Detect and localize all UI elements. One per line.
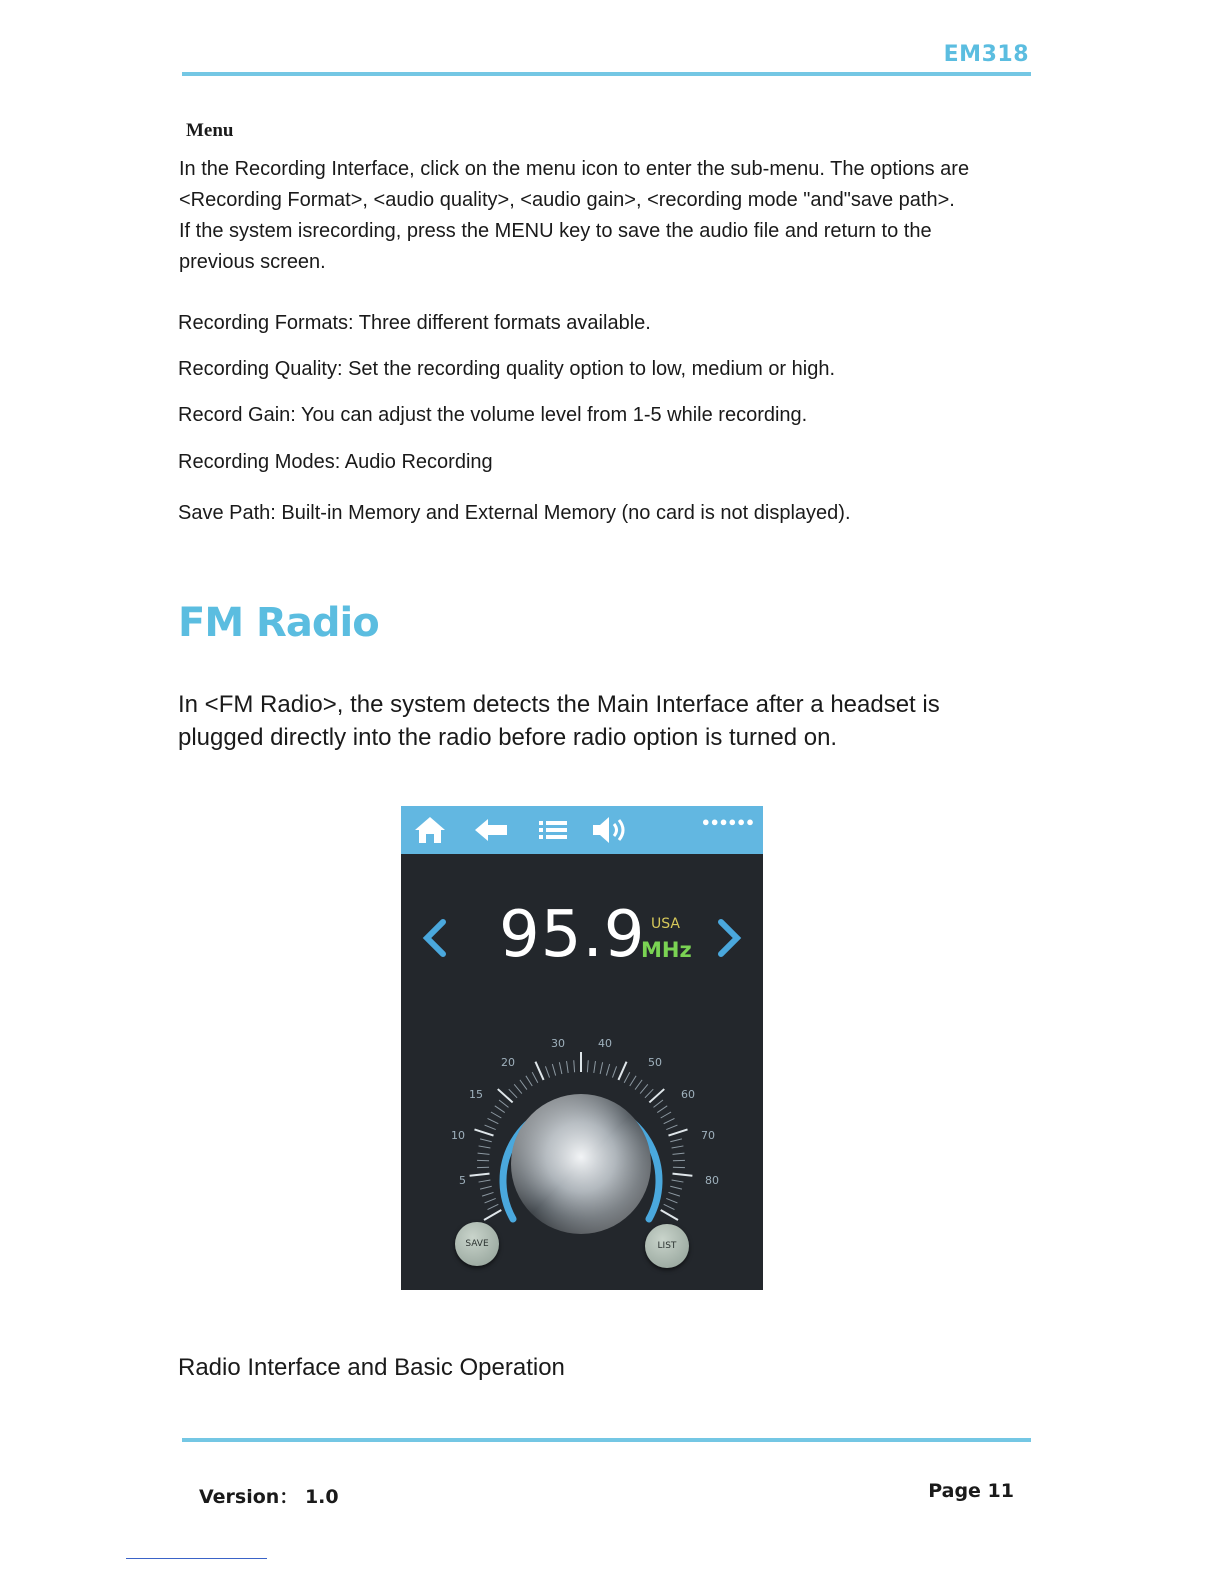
menu-intro-line: If the system isrecording, press the MENU key to save the audio file and return to the (179, 220, 932, 242)
dial-tick (670, 1139, 682, 1142)
dial-tick (514, 1084, 522, 1093)
fm-description-line: plugged directly into the radio before radio option is turned on. (178, 724, 838, 751)
menu-heading: Menu (186, 120, 234, 141)
dial-tick (567, 1061, 569, 1073)
dial-tick (520, 1080, 527, 1090)
dial-tick (535, 1062, 543, 1080)
dial-tick (495, 1106, 505, 1113)
option-recording-formats: Recording Formats: Three different formats available. (178, 312, 651, 334)
dial-tick (587, 1060, 588, 1072)
footer-rule (182, 1438, 1031, 1442)
dial-tick (485, 1198, 496, 1202)
dial-tick (661, 1112, 671, 1118)
save-button[interactable]: SAVE (455, 1222, 499, 1266)
fm-radio-title: FM Radio (178, 600, 379, 646)
footer-version: Version： 1.0 (199, 1486, 339, 1508)
dial-tick (491, 1112, 501, 1118)
dial-tick (488, 1118, 499, 1123)
dial-tick (640, 1084, 648, 1093)
dial-tick (606, 1064, 609, 1076)
frequency-unit: MHz (641, 938, 692, 962)
dial-tick (474, 1129, 493, 1135)
dial-tick (470, 1174, 490, 1176)
menu-intro (179, 154, 1059, 278)
header-rule (182, 72, 1031, 76)
back-arrow-icon[interactable] (473, 814, 509, 846)
dial-tick (666, 1125, 677, 1129)
dial-tick (630, 1076, 636, 1086)
dial-tick (624, 1072, 630, 1083)
dial-tick (482, 1192, 493, 1196)
radio-top-bar (401, 806, 763, 854)
dial-tick (645, 1089, 653, 1098)
dial-tick (532, 1072, 538, 1083)
dial-label: 30 (551, 1037, 565, 1050)
dial-label: 80 (705, 1174, 719, 1187)
dial-tick (618, 1062, 626, 1080)
footnote-rule (126, 1558, 267, 1559)
dial-tick (672, 1153, 684, 1154)
dial-tick (479, 1180, 491, 1182)
dial-tick (545, 1066, 549, 1077)
dial-tick (480, 1139, 492, 1142)
dial-label: 10 (451, 1129, 465, 1142)
figure-caption: Radio Interface and Basic Operation (178, 1354, 565, 1381)
dial-tick (488, 1204, 499, 1209)
dial-tick (509, 1089, 517, 1098)
dial-label: 60 (681, 1088, 695, 1101)
dial-tick (664, 1118, 675, 1123)
dial-tick (672, 1180, 684, 1182)
dial-tick (480, 1186, 492, 1189)
dial-tick (559, 1062, 561, 1074)
dial-tick (594, 1061, 596, 1073)
fm-description-line: In <FM Radio>, the system detects the Main Interface after a headset is (178, 691, 940, 718)
menu-intro-line: In the Recording Interface, click on the menu icon to enter the sub-menu. The options are (179, 158, 970, 180)
speaker-icon[interactable] (591, 814, 629, 846)
list-button[interactable]: LIST (645, 1224, 689, 1268)
dial-label: 15 (469, 1088, 483, 1101)
dial-label: 20 (501, 1056, 515, 1069)
dial-tick (668, 1192, 679, 1196)
dial-tick (653, 1100, 662, 1107)
dial-tick (664, 1204, 675, 1209)
tuning-dial[interactable] (401, 854, 763, 1290)
dial-tick (612, 1066, 616, 1077)
option-record-gain: Record Gain: You can adjust the volume level from 1-5 while recording. (178, 404, 808, 426)
dial-tick (668, 1129, 687, 1135)
dial-tick (672, 1146, 684, 1148)
option-recording-modes: Recording Modes: Audio Recording (178, 451, 493, 473)
dial-tick (484, 1210, 501, 1220)
dial-label: 50 (648, 1056, 662, 1069)
radio-screenshot (401, 806, 763, 1290)
dial-tick (635, 1080, 642, 1090)
dial-tick (574, 1060, 575, 1072)
dial-tick (499, 1100, 508, 1107)
frequency-readout: 95.9 (499, 898, 646, 972)
list-icon[interactable] (537, 814, 569, 846)
header-doc-id: EM318 (943, 42, 1029, 67)
footer-page-number: Page 11 (928, 1480, 1014, 1502)
option-recording-quality: Recording Quality: Set the recording quality option to low, medium or high. (178, 358, 836, 380)
region-label: USA (651, 916, 680, 932)
dial-tick (670, 1186, 682, 1189)
dial-label: 40 (598, 1037, 612, 1050)
dial-tick (666, 1198, 677, 1202)
dial-knob-shine (511, 1094, 651, 1234)
dial-tick (672, 1174, 692, 1176)
status-dots: ●●●●●● (701, 814, 755, 829)
dial-tick (552, 1064, 555, 1076)
dial-tick (485, 1125, 496, 1129)
dial-tick (479, 1146, 491, 1148)
dial-label: 70 (701, 1129, 715, 1142)
home-icon[interactable] (413, 814, 447, 846)
dial-label: 5 (459, 1174, 466, 1187)
menu-intro-line: <Recording Format>, <audio quality>, <audio gain>, <recording mode "and"save path>. (179, 189, 955, 211)
dial-tick (478, 1153, 490, 1154)
dial-tick (661, 1210, 678, 1220)
menu-intro-line: previous screen. (179, 251, 326, 273)
fm-radio-description (178, 688, 998, 754)
dial-tick (526, 1076, 532, 1086)
dial-tick (600, 1062, 602, 1074)
option-save-path: Save Path: Built-in Memory and External Memory (no card is not displayed). (178, 502, 851, 524)
dial-tick (657, 1106, 667, 1113)
